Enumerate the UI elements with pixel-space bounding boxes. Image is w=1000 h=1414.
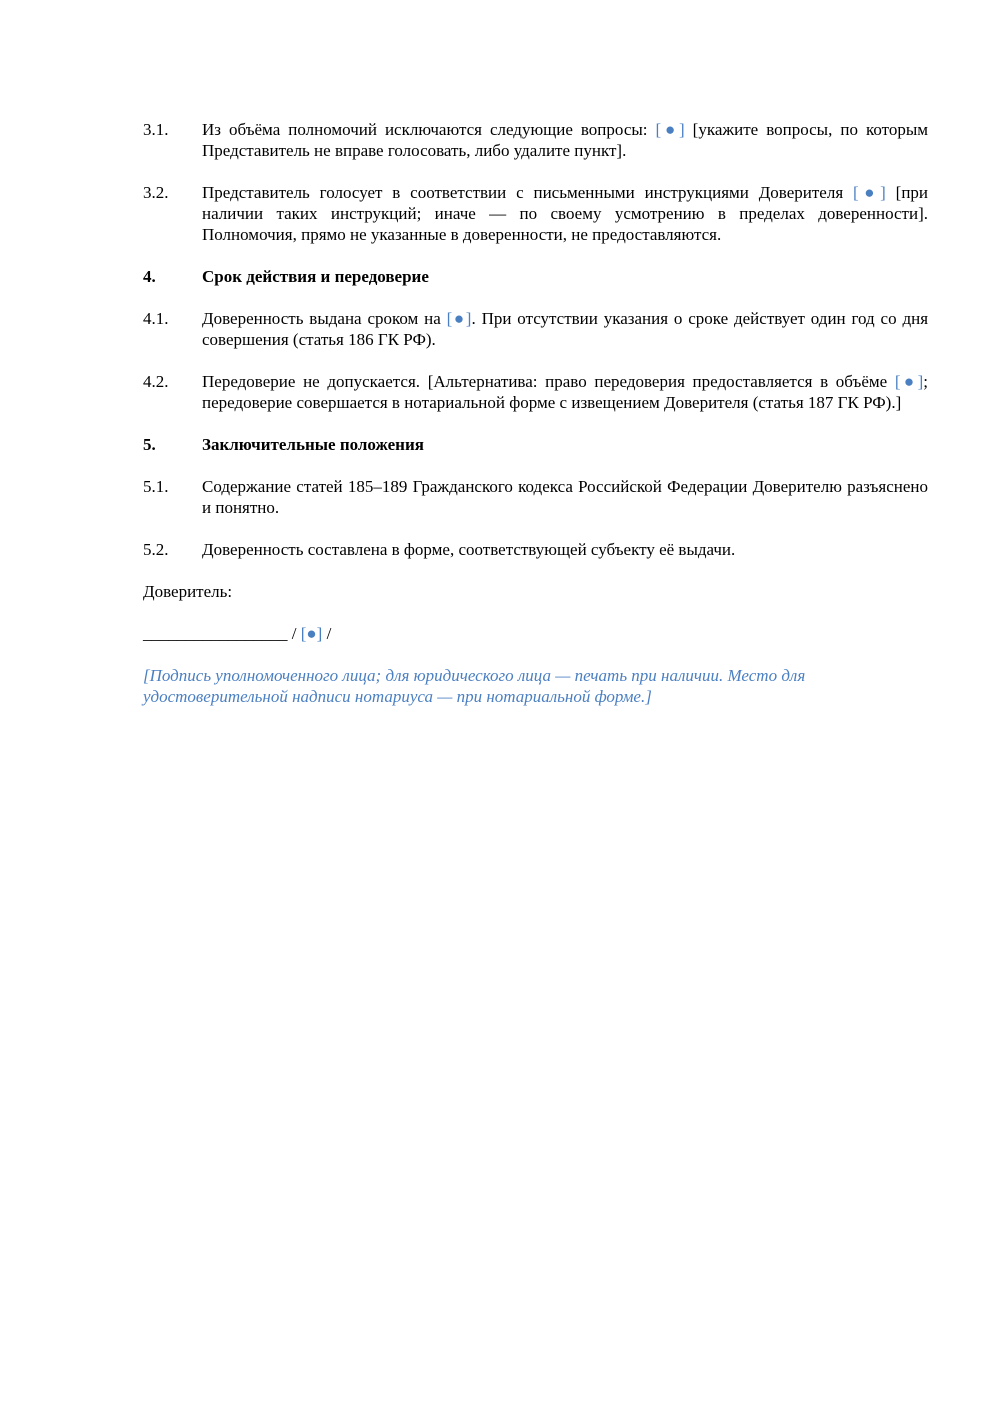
clause-3-2 xyxy=(143,182,928,245)
clause-text: Содержание статей 185–189 Гражданского кодекса Российской Федерации Доверителю разъяснено и понятно. xyxy=(202,477,928,517)
clause-4-2 xyxy=(143,371,928,413)
clause-text-part: Из объёма полномочий исключаются следующие вопросы: xyxy=(202,120,648,139)
clause-text-part: Передоверие не допускается. [Альтернатива: право передоверия предоставляется в объёме xyxy=(202,372,888,391)
placeholder: [●] xyxy=(853,183,886,202)
placeholder: [●] xyxy=(300,624,323,643)
clause-5-1 xyxy=(143,476,928,518)
placeholder: [●] xyxy=(446,309,472,328)
clause-number: 3.1. xyxy=(143,120,169,139)
clause-text-part: ; передоверие совершается в нотариальной форме с извещением Доверителя (статья 187 ГК РФ).] xyxy=(202,372,929,412)
clause-text-part: [при наличии таких инструкций; иначе — по своему усмотрению в пределах доверенности]. Полномочия, прямо не указанные в доверенности, не предоставляются. xyxy=(202,183,929,244)
clause-text xyxy=(202,119,928,161)
signature-blank: _________________ / xyxy=(143,624,297,643)
clause-number: 4.2. xyxy=(143,372,169,391)
section-title: Заключительные положения xyxy=(202,435,424,454)
section-4-heading xyxy=(143,266,928,287)
signature-note: [Подпись уполномоченного лица; для юридического лица — печать при наличии. Место для удостоверительной надписи нотариуса — при нотариальной форме.] xyxy=(143,666,806,706)
clause-number: 5.1. xyxy=(143,477,169,496)
clause-number: 3.2. xyxy=(143,183,169,202)
clause-text-part: [укажите вопросы, по которым Представитель не вправе голосовать, либо удалите пункт]. xyxy=(202,120,929,160)
clause-number: 5.2. xyxy=(143,540,169,559)
clause-text xyxy=(202,308,928,350)
section-number: 4. xyxy=(143,267,156,286)
clause-text-part: . При отсутствии указания о сроке действует один год со дня совершения (статья 186 ГК РФ). xyxy=(202,309,929,349)
section-title: Срок действия и передоверие xyxy=(202,267,429,286)
clause-text xyxy=(202,182,928,245)
signature-label: Доверитель: xyxy=(143,582,233,601)
clause-number: 4.1. xyxy=(143,309,169,328)
clause-3-1 xyxy=(143,119,928,161)
section-number: 5. xyxy=(143,435,156,454)
signature-line xyxy=(143,623,928,644)
clause-4-1 xyxy=(143,308,928,350)
clause-5-2 xyxy=(143,539,928,560)
clause-text: Доверенность составлена в форме, соответствующей субъекту её выдачи. xyxy=(202,540,736,559)
signature-slash: / xyxy=(326,624,332,643)
section-5-heading xyxy=(143,434,928,455)
clause-text xyxy=(202,371,928,413)
clause-text-part: Доверенность выдана сроком на xyxy=(202,309,441,328)
placeholder: [●] xyxy=(655,120,685,139)
clause-text-part: Представитель голосует в соответствии с письменными инструкциями Доверителя xyxy=(202,183,844,202)
document-page xyxy=(143,119,928,707)
placeholder: [●] xyxy=(894,372,924,391)
